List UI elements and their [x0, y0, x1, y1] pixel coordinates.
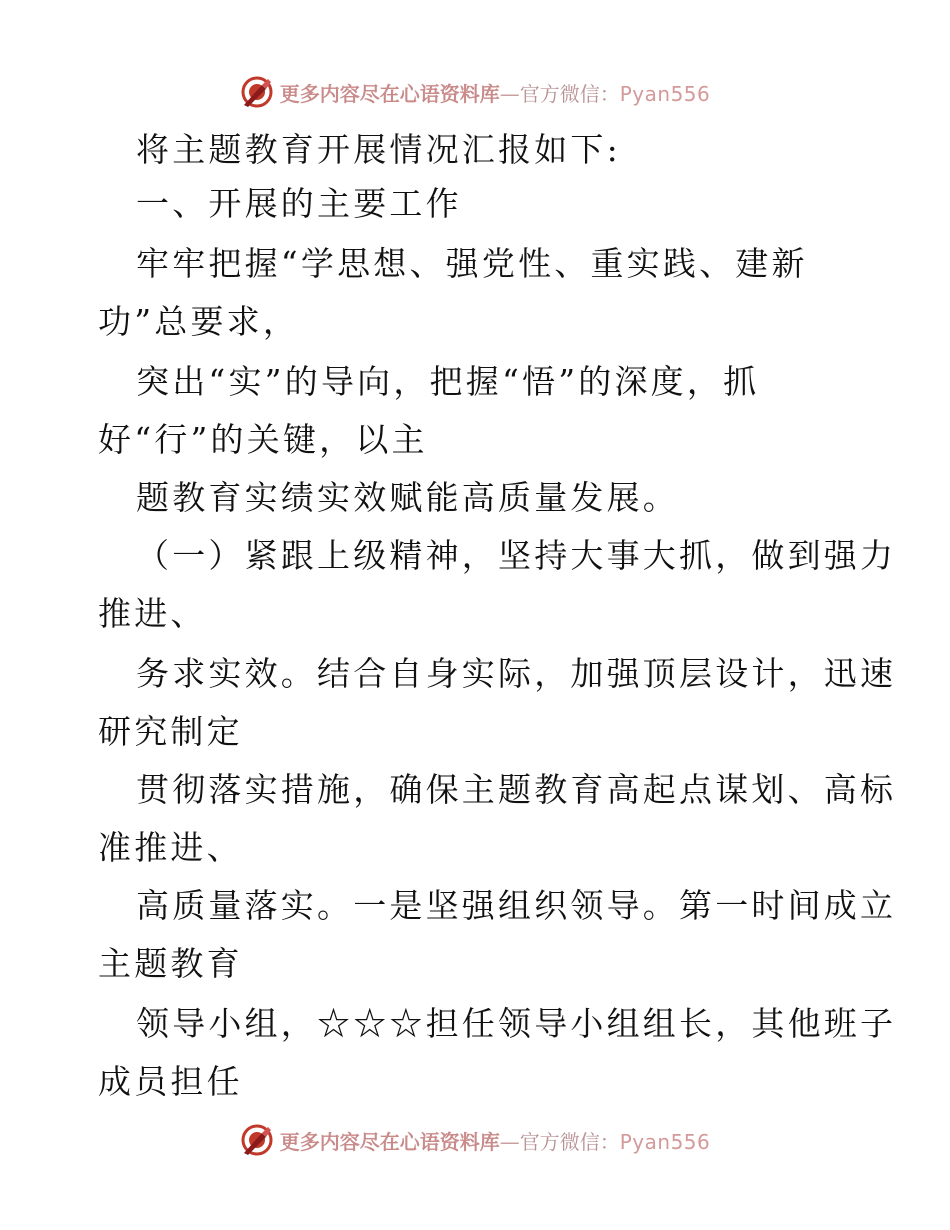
pen-logo-icon — [240, 1123, 274, 1157]
banner-brand: 更多内容尽在心语资料库 — [279, 81, 500, 106]
subsection-heading: （一）紧跟上级精神，坚持大事大抓，做到强力 — [136, 536, 897, 575]
banner-wechat-label: 官方微信： — [519, 81, 620, 106]
pen-logo-icon — [240, 75, 274, 109]
text-line: 功”总要求， — [98, 302, 300, 341]
text-line: 题教育实绩实效赋能高质量发展。 — [136, 478, 679, 517]
text-line: 好“行”的关键，以主 — [98, 420, 428, 459]
banner-brand: 更多内容尽在心语资料库 — [279, 1129, 500, 1154]
text-line: 成员担任 — [98, 1062, 243, 1101]
banner-text — [280, 78, 711, 107]
banner-wechat-id: Pyan556 — [619, 1129, 711, 1154]
text-line: 务求实效。结合自身实际，加强顶层设计，迅速 — [136, 654, 897, 693]
text-line: 主题教育 — [98, 944, 243, 983]
text-line: 推进、 — [98, 594, 207, 633]
text-line: 准推进、 — [98, 828, 243, 867]
banner-wechat-id: Pyan556 — [619, 81, 711, 106]
header-banner — [0, 72, 950, 112]
banner-separator: — — [499, 81, 520, 106]
text-line: 牢牢把握“学思想、强党性、重实践、建新 — [136, 244, 808, 283]
banner-separator: — — [499, 1129, 520, 1154]
text-line: 贯彻落实措施，确保主题教育高起点谋划、高标 — [136, 770, 897, 809]
text-line: 研究制定 — [98, 712, 243, 751]
text-line: 将主题教育开展情况汇报如下: — [136, 130, 621, 169]
section-heading: 一、开展的主要工作 — [136, 184, 462, 223]
text-line: 突出“实”的导向，把握“悟”的深度，抓 — [136, 362, 760, 401]
text-line: 高质量落实。一是坚强组织领导。第一时间成立 — [136, 886, 897, 925]
banner-wechat-label: 官方微信： — [519, 1129, 620, 1154]
text-line: 领导小组，☆☆☆担任领导小组组长，其他班子 — [136, 1004, 897, 1043]
footer-banner — [0, 1120, 950, 1160]
banner-text — [280, 1126, 711, 1155]
